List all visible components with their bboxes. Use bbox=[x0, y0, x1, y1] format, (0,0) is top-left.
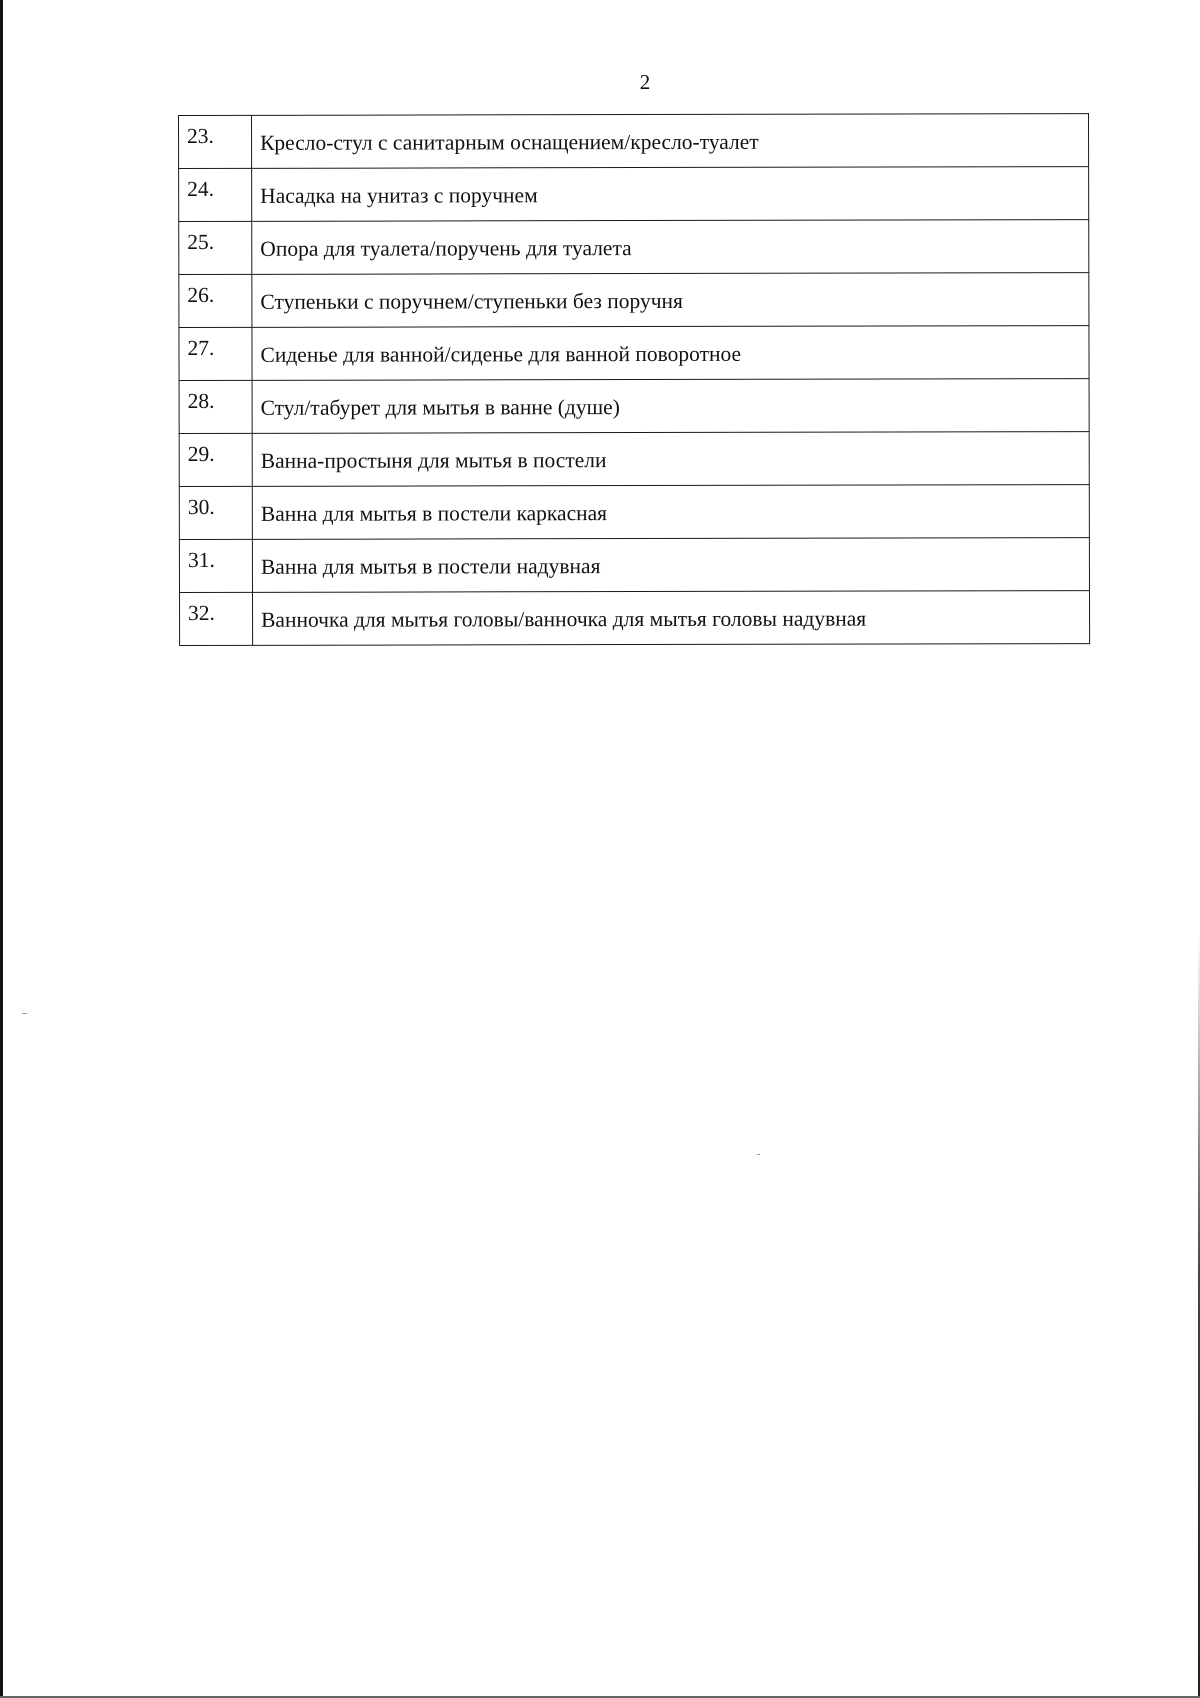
table-row bbox=[179, 220, 1089, 275]
items-table bbox=[178, 113, 1090, 646]
row-number: 25. bbox=[179, 221, 252, 274]
row-number: 31. bbox=[179, 539, 252, 592]
table-row bbox=[179, 379, 1089, 434]
row-number: 28. bbox=[179, 380, 252, 433]
row-name: Кресло-стул с санитарным оснащением/кресло-туалет bbox=[252, 114, 1089, 169]
table-row bbox=[179, 432, 1089, 487]
row-number: 26. bbox=[179, 274, 252, 327]
table-row bbox=[179, 114, 1089, 169]
row-name: Сиденье для ванной/сиденье для ванной поворотное bbox=[252, 326, 1089, 381]
row-name: Ванна-простыня для мытья в постели bbox=[252, 432, 1089, 487]
scan-edge-left bbox=[0, 0, 3, 1698]
table-row bbox=[179, 167, 1089, 222]
row-name: Ванночка для мытья головы/ванночка для мытья головы надувная bbox=[252, 591, 1089, 646]
table-row bbox=[179, 326, 1089, 381]
row-name: Ступеньки с поручнем/ступеньки без поручня bbox=[252, 273, 1089, 328]
row-name: Стул/табурет для мытья в ванне (душе) bbox=[252, 379, 1089, 434]
row-number: 24. bbox=[179, 168, 252, 221]
row-name: Ванна для мытья в постели надувная bbox=[252, 538, 1089, 593]
table-row bbox=[179, 538, 1089, 593]
page-number: 2 bbox=[639, 70, 651, 94]
row-number: 29. bbox=[179, 433, 252, 486]
row-number: 32. bbox=[180, 592, 253, 645]
scan-artifact bbox=[22, 1013, 27, 1014]
table-row bbox=[179, 273, 1089, 328]
table-row bbox=[179, 485, 1089, 540]
row-number: 23. bbox=[179, 115, 252, 168]
row-number: 27. bbox=[179, 327, 252, 380]
table-row bbox=[180, 591, 1090, 646]
row-number: 30. bbox=[179, 486, 252, 539]
row-name: Опора для туалета/поручень для туалета bbox=[252, 220, 1089, 275]
row-name: Ванна для мытья в постели каркасная bbox=[252, 485, 1089, 540]
row-name: Насадка на унитаз с поручнем bbox=[252, 167, 1089, 222]
scan-artifact bbox=[757, 1154, 760, 1155]
